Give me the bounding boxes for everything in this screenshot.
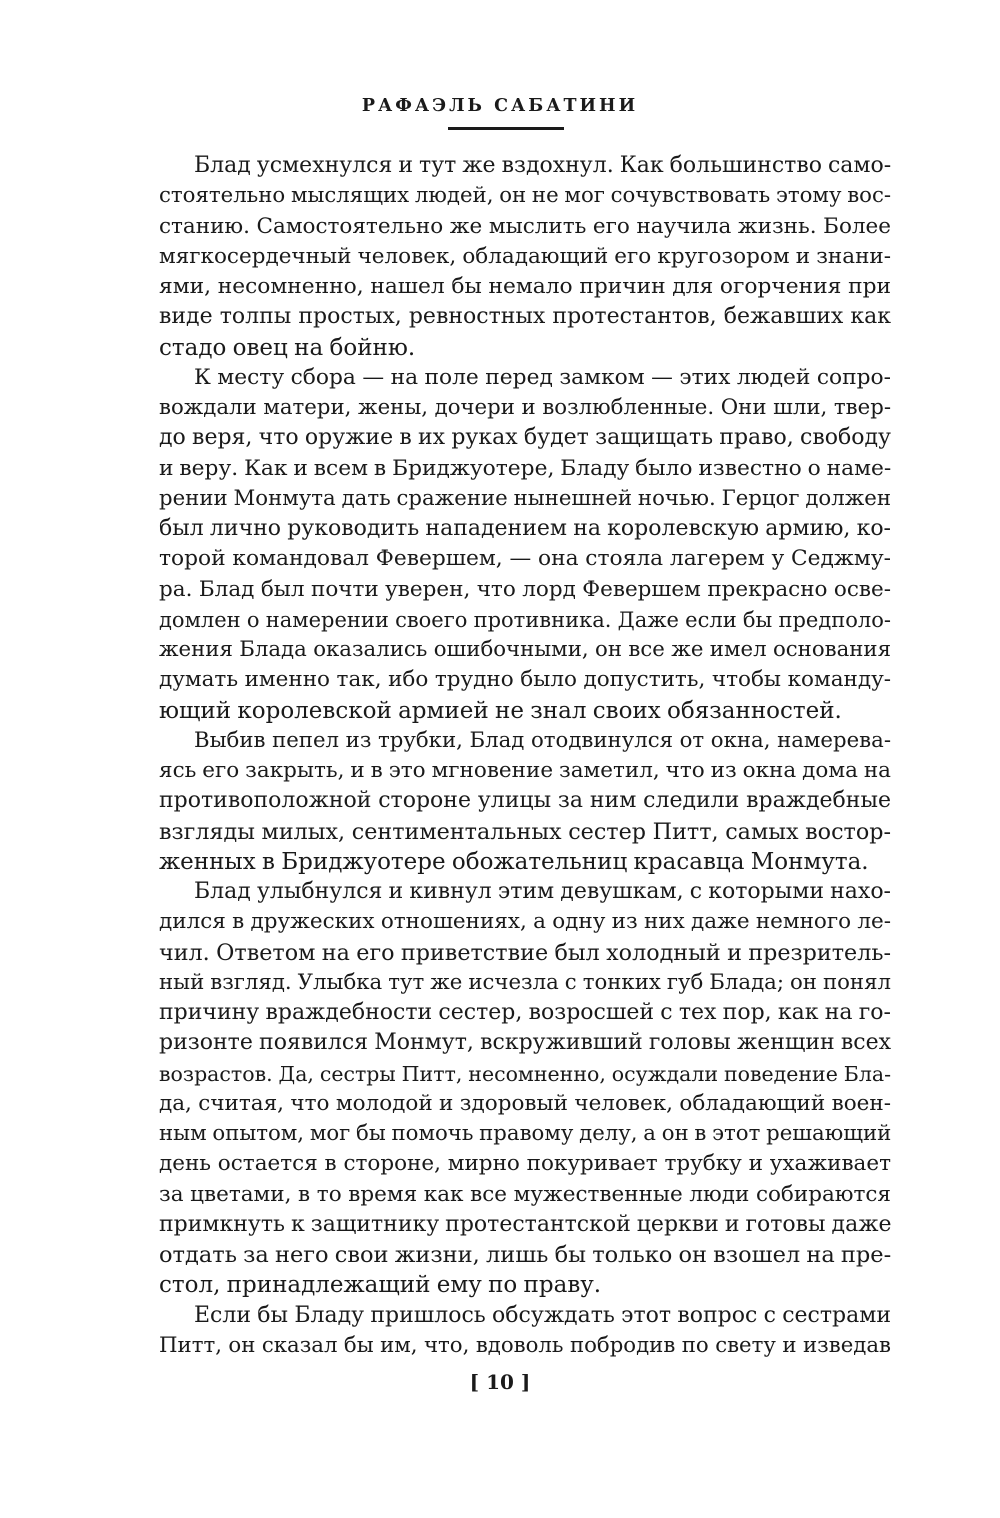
text-line: ями, несомненно, нашел бы немало причин для огорчения при: [159, 274, 891, 299]
text-line: отдать за него свои жизни, лишь бы только он взошел на пре-: [159, 1242, 891, 1268]
text-line: рении Монмута дать сражение нынешней ночью. Герцог должен: [159, 485, 891, 511]
text-line: день остается в стороне, мирно покуривает трубку и ухаживает: [159, 1151, 891, 1177]
text-line: виде толпы простых, ревностных протестантов, бежавших как: [159, 304, 891, 330]
text-line: стол, принадлежащий ему по праву.: [159, 1272, 602, 1299]
text-line: был лично руководить нападением на королевскую армию, ко-: [159, 516, 891, 541]
text-line: домлен о намерении своего противника. Даже если бы предполо-: [159, 607, 891, 632]
text-line: ясь его закрыть, и в это мгновение заметил, что из окна дома на: [159, 758, 891, 783]
text-line: да, считая, что молодой и здоровый человек, обладающий воен-: [159, 1090, 891, 1116]
text-line: взгляды милых, сентиментальных сестер Питт, самых востор-: [159, 818, 891, 845]
text-line: ра. Блад был почти уверен, что лорд Февершем прекрасно осве-: [159, 576, 891, 602]
text-line: примкнуть к защитнику протестантской церкви и готовы даже: [159, 1211, 891, 1237]
text-line: мягкосердечный человек, обладающий его кругозором и знани-: [159, 243, 891, 269]
text-line: ющий королевской армией не знал своих обязанностей.: [159, 697, 842, 724]
text-line: станию. Самостоятельно же мыслить его научила жизнь. Более: [159, 213, 891, 239]
text-line: думать именно так, ибо трудно было допустить, чтобы команду-: [159, 667, 891, 693]
text-line: за цветами, в то время как все мужественные люди собираются: [159, 1181, 891, 1207]
header-rule: [448, 127, 564, 130]
text-line: ризонте появился Монмут, вскруживший головы женщин всех: [159, 1030, 891, 1056]
text-line: К месту сбора — на поле перед замком — этих людей сопро-: [194, 364, 891, 390]
text-line: противоположной стороне улицы за ним следили враждебные: [159, 788, 891, 814]
text-line: ным опытом, мог бы помочь правому делу, а он в этот решающий: [159, 1121, 891, 1146]
page-number: [ 10 ]: [469, 1370, 531, 1394]
text-line: дился в дружеских отношениях, а одну из них даже немного ле-: [159, 909, 891, 935]
text-line: стоятельно мыслящих людей, он не мог сочувствовать этому вос-: [159, 183, 891, 209]
text-line: Блад усмехнулся и тут же вздохнул. Как большинство само-: [194, 153, 891, 178]
text-line: ный взгляд. Улыбка тут же исчезла с тонких губ Блада; он понял: [159, 969, 891, 995]
text-line: женных в Бриджуотере обожательниц красавца Монмута.: [159, 848, 869, 875]
text-line: и веру. Как и всем в Бриджуотере, Бладу было известно о наме-: [159, 455, 891, 481]
text-line: торой командовал Февершем, — она стояла лагерем у Седжму-: [159, 546, 891, 572]
text-line: до веря, что оружие в их руках будет защищать право, свободу: [159, 425, 891, 451]
text-line: возрастов. Да, сестры Питт, несомненно, осуждали поведение Бла-: [159, 1061, 891, 1086]
text-line: Если бы Бладу пришлось обсуждать этот вопрос с сестрами: [194, 1302, 891, 1328]
text-line: вождали матери, жены, дочери и возлюбленные. Они шли, твер-: [159, 395, 891, 420]
text-line: Питт, он сказал бы им, что, вдоволь побродив по свету и изведав: [159, 1332, 891, 1358]
running-head: РАФАЭЛЬ САБАТИНИ: [361, 96, 639, 116]
text-line: Блад улыбнулся и кивнул этим девушкам, с которыми нахо-: [194, 879, 891, 904]
text-line: чил. Ответом на его приветствие был холодный и презритель-: [159, 939, 891, 966]
text-line: причину враждебности сестер, возросшей с тех пор, как на го-: [159, 1000, 891, 1025]
text-line: стадо овец на бойню.: [159, 334, 416, 361]
text-line: Выбив пепел из трубки, Блад отодвинулся от окна, намерева-: [194, 727, 891, 753]
text-line: жения Блада оказались ошибочными, он все же имел основания: [159, 637, 891, 662]
body-text: [159, 151, 891, 1361]
